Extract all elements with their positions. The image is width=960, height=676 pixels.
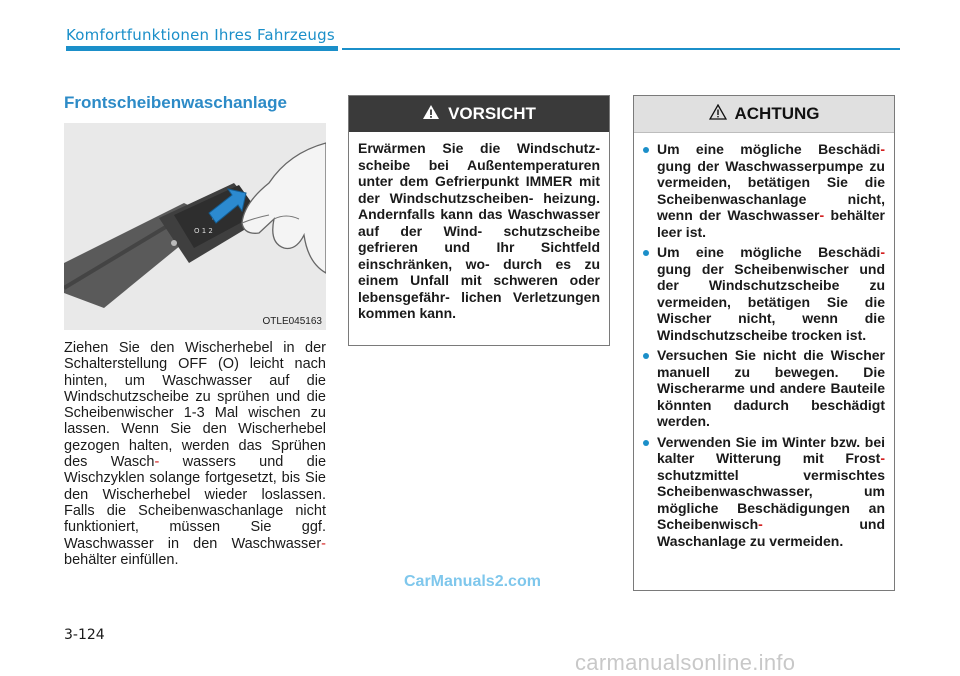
- achtung-box: [633, 95, 895, 591]
- achtung-bullet: [643, 434, 885, 550]
- achtung-bullet-text: Um eine mögliche Beschädi- gung der Scheibenwischer und der Windschutzscheibe zu vermeiden, betätigen Sie die Wischer nicht, wenn die Windschutzscheibe trocken ist.: [657, 244, 885, 343]
- bullet-dot-icon: [643, 250, 649, 256]
- achtung-title: ACHTUNG: [734, 104, 820, 123]
- achtung-bullet-text: Verwenden Sie im Winter bzw. bei kalter Witterung mit Frost- schutzmittel vermischtes Scheibenwaschwasser, um mögliche Beschädigungen an Scheibenwisch- und Waschanlage zu vermeiden.: [657, 433, 885, 549]
- hyphen-mark: -: [819, 207, 831, 223]
- achtung-bullet-text: Um eine mögliche Beschädi- gung der Waschwasserpumpe zu vermeiden, betätigen Sie die Scheibenwaschanlage nicht, wenn der Waschwasser- behälter leer ist.: [657, 141, 885, 240]
- vorsicht-box: [348, 95, 610, 346]
- vorsicht-text: Erwärmen Sie die Windschutz- scheibe bei Außentemperaturen unter dem Gefrierpunkt IMMER mit der Windschutzscheiben- heizung. Andernfalls kann das Waschwasser auf der Wind- schutzscheibe gefrieren und Ihr Sichtfeld einschränken, wo- durch es zu einem Unfall mit schweren oder lebensgefähr- lichen Verletzungen kommen kann.: [358, 140, 600, 321]
- bullet-dot-icon: [643, 440, 649, 446]
- figure-code: OTLE045163: [262, 316, 322, 327]
- hyphen-mark: -: [880, 450, 885, 466]
- achtung-bullet-text: Versuchen Sie nicht die Wischer manuell zu bewegen. Die Wischerarme und andere Bauteile könnten dadurch beschädigt werden.: [657, 347, 885, 429]
- warning-triangle-outline-icon: [709, 104, 727, 125]
- watermark-carmanuals2: CarManuals2.com: [404, 573, 541, 590]
- warning-triangle-icon: [422, 104, 440, 125]
- page-number: 3-124: [64, 627, 105, 643]
- hyphen-mark: -: [880, 141, 885, 157]
- achtung-bullet: [643, 347, 885, 430]
- vorsicht-header: [349, 96, 609, 132]
- hyphen-mark: -: [758, 516, 860, 532]
- hyphen-mark: -: [880, 244, 885, 260]
- header-rule-thin: [342, 48, 900, 50]
- watermark-carmanualsonline: carmanualsonline.info: [575, 650, 796, 675]
- svg-text:O 1 2: O 1 2: [194, 227, 213, 235]
- achtung-bullet: [643, 244, 885, 343]
- wiper-lever-drawing: [64, 123, 326, 330]
- header-title: Komfortfunktionen Ihres Fahrzeugs: [66, 26, 335, 44]
- section-heading: Frontscheibenwaschanlage: [64, 93, 287, 112]
- bullet-dot-icon: [643, 353, 649, 359]
- bullet-dot-icon: [643, 147, 649, 153]
- hyphen-mark: -: [154, 454, 183, 471]
- hyphen-mark: -: [321, 535, 326, 552]
- vorsicht-title: VORSICHT: [448, 104, 536, 123]
- header-rule-thick: [66, 46, 338, 51]
- wiper-lever-illustration: [64, 123, 326, 330]
- achtung-bullet: [643, 141, 885, 240]
- achtung-header: [634, 96, 894, 133]
- body-paragraph: Ziehen Sie den Wischerhebel in der Schalterstellung OFF (O) leicht nach hinten, um Waschwasser auf die Windschutzscheibe zu sprühen und die Scheibenwischer 1-3 Mal wischen zu lassen. Wenn Sie den Wischerhebel gezogen halten, werden das Sprühen des Wasch- wassers und die Wischzyklen solange fortgesetzt, bis Sie den Wischerhebel wieder loslassen. Falls die Scheibenwaschanlage nicht funktioniert, müssen Sie ggf. Waschwasser in den Waschwasser- behälter einfüllen.: [64, 340, 327, 568]
